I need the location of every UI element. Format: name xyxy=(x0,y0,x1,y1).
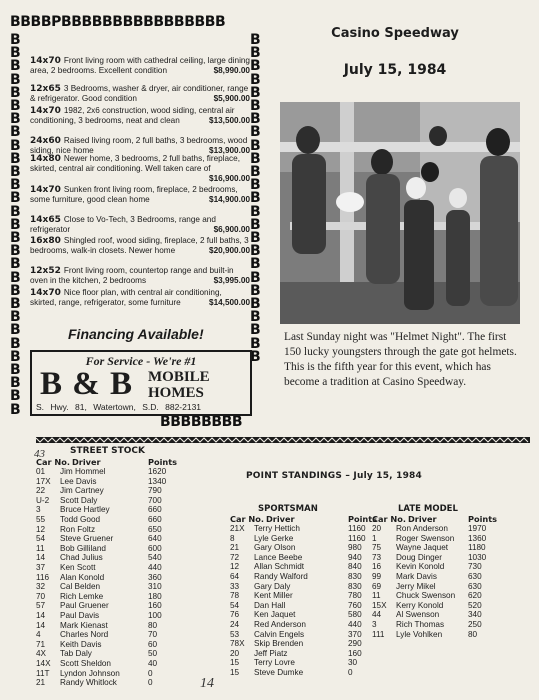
table-row xyxy=(36,505,188,515)
row-car-number: 4 xyxy=(36,630,41,640)
listing-description: Newer home, 3 bedrooms, 2 full baths, fireplace, skirted, central air conditioning. Well taken care of xyxy=(30,154,240,174)
row-driver: Lyle Gerke xyxy=(254,533,294,543)
listing-item xyxy=(30,136,250,156)
row-car-number: 11 xyxy=(372,591,381,601)
row-points: 440 xyxy=(148,563,162,572)
listing-size: 14x70 xyxy=(30,106,61,116)
table-row xyxy=(36,669,188,679)
listing-size: 14x65 xyxy=(30,215,61,225)
header-driver: Driver xyxy=(266,514,295,524)
row-car-number: 20 xyxy=(372,524,382,533)
row-points: 180 xyxy=(148,591,162,601)
row-driver: Terry Hettich xyxy=(254,524,300,533)
row-car-number: 54 xyxy=(36,534,46,544)
row-car-number: 01 xyxy=(36,467,46,476)
row-car-number: 70 xyxy=(36,591,46,601)
header-points: Points xyxy=(468,514,498,524)
table-header xyxy=(230,514,388,524)
row-car-number: 111 xyxy=(372,629,385,639)
listing-description: Nice floor plan, with central air conditioning, skirted, range, refrigerator, some furniture xyxy=(30,288,222,308)
photo-caption: Last Sunday night was "Helmet Night". The first 150 lucky youngsters through the gate got helmets. This is the fifth year for this event, which has become a tradition at Casino Speedway. xyxy=(284,331,517,388)
row-driver: Bob Gilliland xyxy=(60,543,106,553)
row-car-number: 22 xyxy=(36,486,46,496)
listing-price: $16,900.00 xyxy=(209,173,250,183)
listing-size: 12x65 xyxy=(30,84,61,94)
row-points: 600 xyxy=(148,543,162,553)
row-driver: Scott Daly xyxy=(60,495,98,505)
listing-price: $14,900.00 xyxy=(209,195,250,205)
mobile-word: MOBILE xyxy=(148,369,210,385)
row-driver: Paul Davis xyxy=(60,611,100,620)
page-title: Casino Speedway xyxy=(331,26,459,41)
row-points: 640 xyxy=(148,534,162,544)
listing-size: 14x70 xyxy=(30,56,61,66)
row-car-number: 11T xyxy=(36,668,50,678)
row-points: 1360 xyxy=(468,533,487,543)
row-points: 630 xyxy=(468,581,482,591)
listing-size: 14x70 xyxy=(30,288,61,298)
late-model-title: LATE MODEL xyxy=(398,504,458,514)
row-driver: Jim Hommel xyxy=(60,467,106,476)
photo-illustration xyxy=(280,102,520,324)
row-points: 0 xyxy=(148,678,153,688)
table-row xyxy=(372,630,508,640)
row-driver: Skip Brenden xyxy=(254,639,304,649)
table-row xyxy=(372,620,508,630)
row-points: 830 xyxy=(348,572,362,581)
row-points: 940 xyxy=(348,552,362,562)
row-driver: Kevin Konold xyxy=(396,562,445,572)
row-points: 1970 xyxy=(468,524,487,533)
row-car-number: 8 xyxy=(230,533,235,543)
table-row xyxy=(230,601,388,611)
row-driver: Cal Belden xyxy=(60,582,101,592)
listing-description: Sunken front living room, fireplace, 2 bedrooms, some furniture, good clean home xyxy=(30,185,238,205)
table-row xyxy=(36,467,188,477)
service-slogan: For Service - We're #1 xyxy=(85,354,197,368)
dealer-box xyxy=(30,350,252,416)
row-driver: Dan Hall xyxy=(254,600,286,610)
row-driver: Mark Davis xyxy=(396,572,437,581)
table-row xyxy=(372,591,508,601)
row-car-number: 116 xyxy=(36,572,50,582)
listing-size: 14x70 xyxy=(30,185,61,195)
row-points: 80 xyxy=(468,629,478,639)
table-row xyxy=(36,601,188,611)
row-car-number: 4X xyxy=(36,649,47,659)
row-car-number: 14 xyxy=(36,553,46,563)
row-car-number: 3 xyxy=(36,505,41,515)
row-points: 840 xyxy=(348,562,362,572)
table-row xyxy=(372,553,508,563)
row-driver: Kent Miller xyxy=(254,591,293,601)
listing-item xyxy=(30,56,250,76)
row-points: 30 xyxy=(348,658,358,668)
listing-price: $8,990.00 xyxy=(213,66,250,76)
row-driver: Chad Julius xyxy=(60,553,103,563)
row-driver: Lyndon Johnson xyxy=(60,668,120,678)
row-car-number: 76 xyxy=(230,610,240,620)
table-row xyxy=(372,572,508,582)
table-row xyxy=(230,562,388,572)
handwritten-note: 43 xyxy=(34,448,45,460)
listing-item xyxy=(30,288,250,308)
row-car-number: 57 xyxy=(36,601,46,611)
row-points: 660 xyxy=(148,505,162,515)
table-row xyxy=(36,630,188,640)
row-driver: Paul Gruener xyxy=(60,601,109,611)
b-border-left: BBBBBBBBBBBBBBBBBBBBBBBBBBBBB xyxy=(10,32,21,418)
table-row xyxy=(36,573,188,583)
row-points: 700 xyxy=(148,495,162,505)
row-car-number: U-2 xyxy=(36,495,50,505)
row-points: 50 xyxy=(148,649,158,659)
listing-item xyxy=(30,154,250,183)
header-car: Car No. xyxy=(372,514,407,524)
row-driver: Bruce Hartley xyxy=(60,505,110,515)
listing-description: Shingled roof, wood siding, fireplace, 2 full baths, 3 bedrooms, walk-in closets. Newer home xyxy=(30,236,249,256)
row-driver: Jeff Piatz xyxy=(254,648,288,658)
row-car-number: 15 xyxy=(230,658,240,668)
row-car-number: 21X xyxy=(230,524,245,533)
financing-available: Financing Available! xyxy=(68,326,204,342)
row-driver: Lyle Vohlken xyxy=(396,629,443,639)
table-row xyxy=(372,524,508,534)
listing-description: Raised living room, 2 full baths, 3 bedrooms, wood siding, nice home xyxy=(30,136,248,156)
row-points: 730 xyxy=(468,562,482,572)
row-points: 0 xyxy=(148,668,153,678)
table-row xyxy=(36,496,188,506)
table-row xyxy=(230,668,388,678)
row-driver: Steve Dumke xyxy=(254,668,304,677)
header-driver: Driver xyxy=(408,514,437,524)
row-points: 1030 xyxy=(468,552,487,562)
row-points: 340 xyxy=(468,610,482,620)
bb-logo: B & B xyxy=(40,366,134,402)
row-driver: Ken Jaquet xyxy=(254,610,296,620)
row-car-number: 20 xyxy=(230,648,240,658)
table-row xyxy=(230,630,388,640)
header-driver: Driver xyxy=(72,457,101,467)
header-points: Points xyxy=(148,457,178,467)
table-row xyxy=(230,591,388,601)
sportsman-title: SPORTSMAN xyxy=(258,504,318,514)
row-driver: Lee Davis xyxy=(60,476,97,486)
table-row xyxy=(36,477,188,487)
table-row xyxy=(230,534,388,544)
row-driver: Ron Anderson xyxy=(396,524,448,533)
row-points: 60 xyxy=(148,639,158,649)
row-points: 780 xyxy=(348,591,362,601)
row-driver: Randy Walford xyxy=(254,572,308,581)
point-standings-title: POINT STANDINGS – July 15, 1984 xyxy=(246,471,422,481)
listing-item xyxy=(30,106,250,126)
row-driver: Al Swenson xyxy=(396,610,440,620)
row-car-number: 99 xyxy=(372,572,382,581)
row-points: 160 xyxy=(348,648,362,658)
row-points: 310 xyxy=(148,582,162,592)
helmet-night-photo xyxy=(280,102,520,324)
row-points: 760 xyxy=(348,600,362,610)
row-car-number: 33 xyxy=(230,581,240,591)
header-car: Car No. xyxy=(36,457,71,467)
table-row xyxy=(372,543,508,553)
row-car-number: 15X xyxy=(372,600,387,610)
table-row xyxy=(372,562,508,572)
table-row xyxy=(36,659,188,669)
row-points: 620 xyxy=(468,591,482,601)
row-driver: Red Anderson xyxy=(254,620,306,629)
table-row xyxy=(372,610,508,620)
row-car-number: 78 xyxy=(230,591,240,601)
row-driver: Tab Daly xyxy=(60,649,92,659)
listing-description: Front living room with cathedral ceiling, large dining area, 2 bedrooms. Excellent condition xyxy=(30,56,250,76)
listing-item xyxy=(30,84,250,104)
row-points: 370 xyxy=(348,629,362,639)
table-row xyxy=(36,515,188,525)
row-car-number: 15 xyxy=(230,668,240,677)
homes-word: HOMES xyxy=(148,385,204,401)
row-points: 80 xyxy=(148,620,158,630)
listing-item xyxy=(30,185,250,205)
row-car-number: 1 xyxy=(372,533,377,543)
row-driver: Roger Swenson xyxy=(396,533,455,543)
row-points: 540 xyxy=(148,553,162,563)
listing-description: Front living room, countertop range and built-in oven in the kitchen, 2 bedrooms xyxy=(30,266,234,286)
listing-price: $6,900.00 xyxy=(213,225,250,235)
row-driver: Todd Good xyxy=(60,515,101,524)
listing-price: $13,500.00 xyxy=(209,116,250,126)
row-car-number: 53 xyxy=(230,629,240,639)
row-car-number: 24 xyxy=(230,620,240,629)
table-row xyxy=(230,524,388,534)
row-car-number: 14 xyxy=(36,611,46,620)
row-driver: Rich Thomas xyxy=(396,620,445,629)
row-driver: Calvin Engels xyxy=(254,629,305,639)
row-car-number: 37 xyxy=(36,563,46,572)
table-row xyxy=(36,649,188,659)
row-driver: Allan Schmidt xyxy=(254,562,305,572)
row-car-number: 21 xyxy=(230,543,240,553)
row-car-number: 78X xyxy=(230,639,245,649)
row-driver: Kerry Konold xyxy=(396,600,444,610)
row-driver: Ron Foltz xyxy=(60,524,96,534)
row-points: 440 xyxy=(348,620,362,629)
table-row xyxy=(230,582,388,592)
listing-description: 1982, 2x6 construction, wood siding, central air conditioning, 3 bedrooms, neat and clean xyxy=(30,106,235,126)
listing-item xyxy=(30,236,250,256)
listing-size: 12x52 xyxy=(30,266,61,276)
row-driver: Terry Lovre xyxy=(254,658,295,668)
listing-price: $20,900.00 xyxy=(209,246,250,256)
row-car-number: 69 xyxy=(372,581,382,591)
handwritten-page-mark: 14 xyxy=(200,676,214,691)
table-row xyxy=(230,610,388,620)
row-driver: Lance Beebe xyxy=(254,552,303,562)
row-points: 1180 xyxy=(468,543,486,553)
row-car-number: 64 xyxy=(230,572,240,581)
table-row xyxy=(372,582,508,592)
row-points: 0 xyxy=(348,668,353,677)
row-points: 1340 xyxy=(148,476,167,486)
listing-price: $3,995.00 xyxy=(213,276,250,286)
row-car-number: 17X xyxy=(36,476,51,486)
table-row xyxy=(36,553,188,563)
row-points: 650 xyxy=(148,524,162,534)
row-points: 250 xyxy=(468,620,482,629)
page-date: July 15, 1984 xyxy=(343,62,447,78)
table-row xyxy=(36,611,188,621)
table-row xyxy=(230,620,388,630)
row-car-number: 54 xyxy=(230,600,240,610)
row-points: 980 xyxy=(348,543,362,553)
table-row xyxy=(230,572,388,582)
row-points: 830 xyxy=(348,581,362,591)
row-points: 100 xyxy=(148,611,162,620)
table-row xyxy=(372,601,508,611)
row-car-number: 55 xyxy=(36,515,46,524)
listing-price: $13,900.00 xyxy=(209,146,250,156)
row-driver: Alan Konold xyxy=(60,572,105,582)
listing-price: $5,900.00 xyxy=(213,94,250,104)
row-car-number: 21 xyxy=(36,678,46,688)
table-row xyxy=(36,621,188,631)
row-car-number: 72 xyxy=(230,552,240,562)
row-car-number: 11 xyxy=(36,543,45,553)
row-car-number: 44 xyxy=(372,610,382,620)
table-header xyxy=(372,514,508,524)
row-points: 160 xyxy=(148,601,162,611)
street-stock-title: STREET STOCK xyxy=(70,446,145,456)
table-row xyxy=(372,534,508,544)
table-row xyxy=(230,553,388,563)
listing-description: 3 Bedrooms, washer & dryer, air conditioner, range & refrigerator. Good condition xyxy=(30,84,249,104)
row-driver: Chuck Swenson xyxy=(396,591,456,601)
listing-size: 24x60 xyxy=(30,136,61,146)
header-car: Car No. xyxy=(230,514,265,524)
row-points: 660 xyxy=(148,515,162,524)
row-points: 290 xyxy=(348,639,362,649)
table-row xyxy=(36,678,188,688)
table-row xyxy=(36,544,188,554)
row-car-number: 71 xyxy=(36,639,46,649)
listing-description: Close to Vo-Tech, 3 Bedrooms, range and refrigerator xyxy=(30,215,216,235)
row-driver: Steve Gruener xyxy=(60,534,114,544)
zigzag-divider xyxy=(36,437,530,443)
row-car-number: 75 xyxy=(372,543,382,553)
row-car-number: 14 xyxy=(36,620,46,630)
table-row xyxy=(36,582,188,592)
listing-size: 16x80 xyxy=(30,236,61,246)
table-row xyxy=(230,543,388,553)
table-header xyxy=(36,457,188,467)
table-row xyxy=(230,639,388,649)
row-driver: Ken Scott xyxy=(60,563,96,572)
table-row xyxy=(36,563,188,573)
row-driver: Gary Olson xyxy=(254,543,296,553)
row-points: 630 xyxy=(468,572,482,581)
row-driver: Gary Daly xyxy=(254,581,291,591)
row-points: 1160 xyxy=(348,524,366,533)
row-points: 70 xyxy=(148,630,158,640)
listing-item xyxy=(30,215,250,235)
row-driver: Charles Nord xyxy=(60,630,109,640)
b-border-bottom: BBBBBBBB xyxy=(160,414,243,430)
row-points: 580 xyxy=(348,610,362,620)
row-points: 1620 xyxy=(148,467,167,476)
table-row xyxy=(36,592,188,602)
row-car-number: 16 xyxy=(372,562,382,572)
table-row xyxy=(36,640,188,650)
row-car-number: 14X xyxy=(36,659,51,668)
listing-price: $14,500.00 xyxy=(209,298,250,308)
row-driver: Doug Dinger xyxy=(396,552,442,562)
b-border-right: BBBBBBBBBBBBBBBBBBBBBBBBB xyxy=(250,32,261,365)
row-car-number: 12 xyxy=(36,524,46,534)
row-points: 1160 xyxy=(348,533,366,543)
table-row xyxy=(230,649,388,659)
mobile-homes-text xyxy=(148,369,210,401)
table-row xyxy=(36,525,188,535)
row-driver: Jim Cartney xyxy=(60,486,104,496)
row-driver: Mark Kienast xyxy=(60,620,108,630)
b-border-top: BBBBPBBBBBBBBBBBBBBBB xyxy=(10,14,226,30)
row-points: 40 xyxy=(148,659,158,668)
row-driver: Randy Whitlock xyxy=(60,678,117,688)
row-driver: Rich Lemke xyxy=(60,591,104,601)
header-points: Points xyxy=(348,514,378,524)
row-driver: Keith Davis xyxy=(60,639,102,649)
bb-mobile-homes-ad xyxy=(10,14,266,432)
row-car-number: 12 xyxy=(230,562,240,572)
row-driver: Scott Sheldon xyxy=(60,659,111,668)
row-points: 790 xyxy=(148,486,162,496)
row-car-number: 3 xyxy=(372,620,377,629)
row-points: 360 xyxy=(148,572,162,582)
row-car-number: 32 xyxy=(36,582,46,592)
table-row xyxy=(230,658,388,668)
row-driver: Jerry Mikel xyxy=(396,581,436,591)
listing-item xyxy=(30,266,250,286)
table-row xyxy=(36,486,188,496)
dealer-address: S. Hwy. 81, Watertown, S.D. 882-2131 xyxy=(36,402,202,412)
row-car-number: 73 xyxy=(372,552,382,562)
row-points: 520 xyxy=(468,600,482,610)
table-row xyxy=(36,534,188,544)
listing-size: 14x80 xyxy=(30,154,61,164)
row-driver: Wayne Jaquet xyxy=(396,543,449,553)
